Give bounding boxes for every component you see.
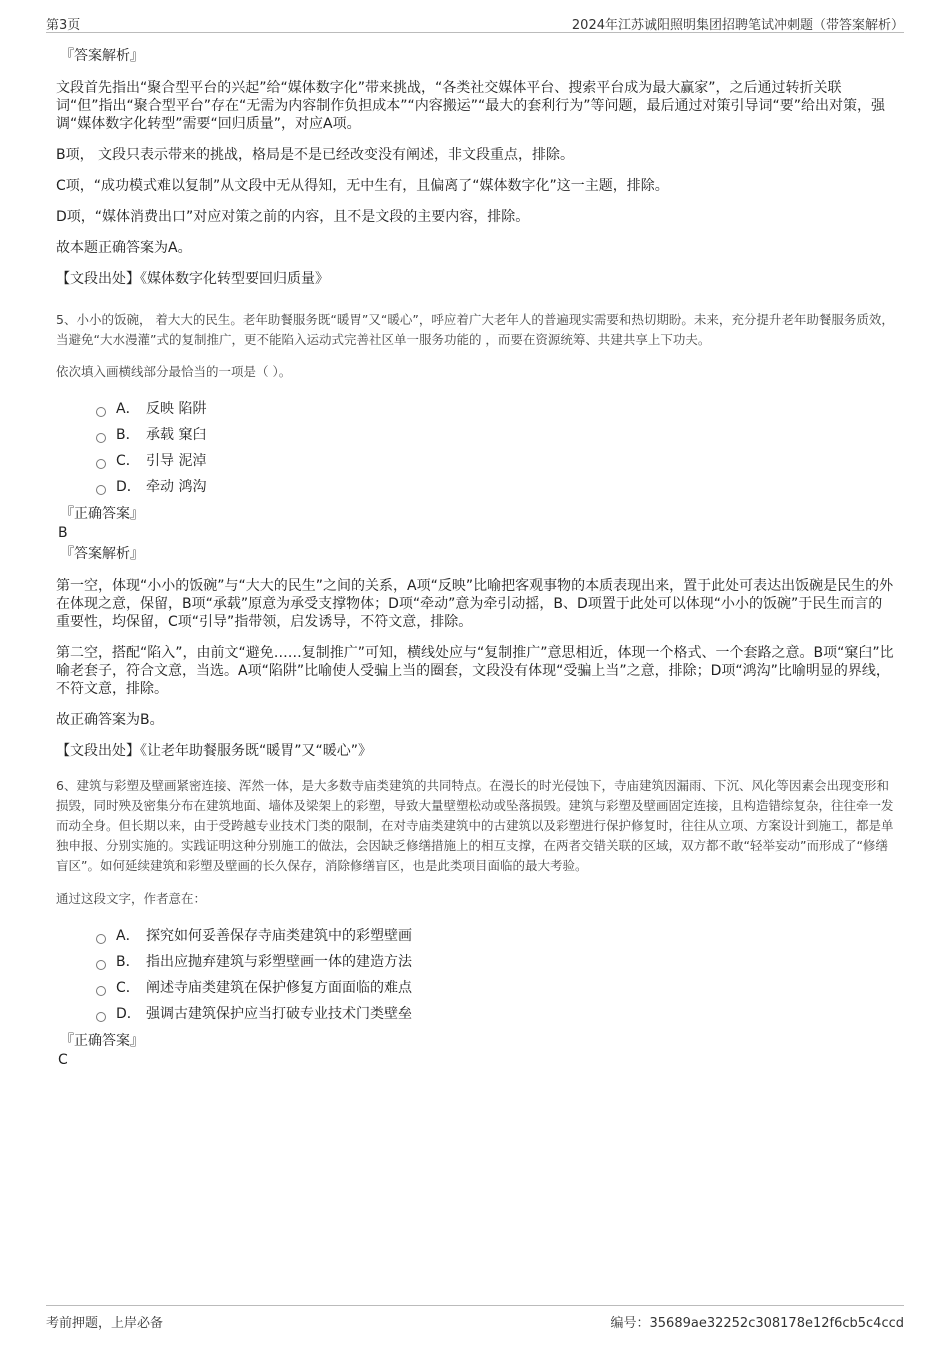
document-code: 编号：35689ae32252c308178e12f6cb5c4ccd xyxy=(610,1316,904,1331)
analysis-conclusion: 故本题正确答案为A。 xyxy=(56,240,192,256)
options-list xyxy=(56,396,896,500)
option-text: 承载 窠臼 xyxy=(146,427,207,443)
radio-icon[interactable] xyxy=(96,960,106,970)
option-text: 阐述寺庙类建筑在保护修复方面面临的难点 xyxy=(146,980,412,996)
radio-icon[interactable] xyxy=(96,485,106,495)
option-letter: B． xyxy=(116,427,140,443)
document-body xyxy=(56,44,896,1069)
option-b[interactable] xyxy=(96,422,896,448)
analysis-paragraph: B项， 文段只表示带来的挑战，格局是不是已经改变没有阐述，非文段重点，排除。 xyxy=(56,147,575,163)
options-list xyxy=(56,923,896,1027)
option-text: 引导 泥淖 xyxy=(146,453,207,469)
option-b[interactable] xyxy=(96,949,896,975)
analysis-paragraph: 第一空，体现“小小的饭碗”与“大大的民生”之间的关系，A项“反映”比喻把客观事物的本质表现出来，置于此处可表达出饭碗是民生的外在体现之意，保留，B项“承载”原意为承受支撑物体；D项“牵动”意为牵引动摇，B、D项置于此处可以体现“小小的饭碗”于民生而言的重要性，均保留，C项“引导”指带领，启发诱导，不符文意，排除。 xyxy=(56,578,894,630)
option-letter: C． xyxy=(116,453,140,469)
radio-icon[interactable] xyxy=(96,986,106,996)
analysis-label: 『答案解析』 xyxy=(60,546,144,562)
option-text: 反映 陷阱 xyxy=(146,401,207,417)
option-letter: D． xyxy=(116,1006,141,1022)
correct-answer: C xyxy=(58,1052,68,1068)
question-stem: 6、建筑与彩塑及壁画紧密连接、浑然一体，是大多数寺庙类建筑的共同特点。在漫长的时光侵蚀下，寺庙建筑因漏雨、下沉、风化等因素会出现变形和损毁，同时殃及密集分布在建筑地面、墙体及梁架上的彩塑，导致大量壁塑松动或坠落损毁。建筑与彩塑及壁画固定连接，且构造错综复杂，往往牵一发而动全身。但长期以来，由于受跨越专业技术门类的限制，在对寺庙类建筑中的古建筑以及彩塑进行保护修复时，往往从立项、方案设计到施工，都是单独申报、分别实施的。实践证明这种分别施工的做法，会因缺乏修缮措施上的相互支撑，在两者交错关联的区域，双方都不敢“轻举妄动”而形成了“修缮盲区”。如何延续建筑和彩塑及壁画的长久保存，消除修缮盲区，也是此类项目面临的最大考验。 xyxy=(56,778,894,873)
option-letter: C． xyxy=(116,980,140,996)
option-text: 牵动 鸿沟 xyxy=(146,479,207,495)
analysis-paragraph: 第二空，搭配“陷入”，由前文“避免……复制推广”可知，横线处应与“复制推广”意思相近，体现一个格式、一个套路之意。B项“窠臼”比喻老套子，符合文意，当选。A项“陷阱”比喻使人受骗上当的圈套，文段没有体现“受骗上当”之意，排除；D项“鸿沟”比喻明显的界线，不符文意，排除。 xyxy=(56,645,894,697)
analysis-paragraph: C项，“成功模式难以复制”从文段中无从得知，无中生有，且偏离了“媒体数字化”这一主题，排除。 xyxy=(56,178,669,194)
option-a[interactable] xyxy=(96,923,896,949)
page-header xyxy=(46,14,904,33)
option-text: 强调古建筑保护应当打破专业技术门类壁垒 xyxy=(146,1006,412,1022)
analysis-conclusion: 故正确答案为B。 xyxy=(56,712,164,728)
analysis-paragraph: D项，“媒体消费出口”对应对策之前的内容，且不是文段的主要内容，排除。 xyxy=(56,209,530,225)
option-letter: D． xyxy=(116,479,141,495)
question-stem: 5、小小的饭碗， 着大大的民生。老年助餐服务既“暖胃”又“暖心”，呼应着广大老年人的普遍现实需要和热切期盼。未来，充分提升老年助餐服务质效，当避免“大水漫灌”式的复制推广，更不能陷入运动式完善社区单一服务功能的 ，而要在资源统筹、共建共享上下功夫。 xyxy=(56,312,894,347)
option-letter: A． xyxy=(116,401,140,417)
source-citation: 【文段出处】《媒体数字化转型要回归质量》 xyxy=(56,271,329,287)
option-letter: A． xyxy=(116,928,140,944)
question-prompt: 依次填入画横线部分最恰当的一项是（ ）。 xyxy=(56,364,292,379)
option-text: 指出应抛弃建筑与彩塑壁画一体的建造方法 xyxy=(146,954,412,970)
option-d[interactable] xyxy=(96,1001,896,1027)
analysis-paragraph: 文段首先指出“聚合型平台的兴起”给“媒体数字化”带来挑战，“各类社交媒体平台、搜索平台成为最大赢家”，之后通过转折关联词“但”指出“聚合型平台”存在“无需为内容制作负担成本”“内容搬运”“最大的套利行为”等问题，最后通过对策引导词“要”给出对策，强调“媒体数字化转型”需要“回归质量”，对应A项。 xyxy=(56,80,886,132)
option-a[interactable] xyxy=(96,396,896,422)
option-text: 探究如何妥善保存寺庙类建筑中的彩塑壁画 xyxy=(146,928,412,944)
radio-icon[interactable] xyxy=(96,433,106,443)
radio-icon[interactable] xyxy=(96,934,106,944)
answer-label: 『正确答案』 xyxy=(60,1033,144,1049)
page-footer xyxy=(46,1305,904,1334)
source-citation: 【文段出处】《让老年助餐服务既“暖胃”又“暖心”》 xyxy=(56,743,373,759)
question-5 xyxy=(56,310,896,760)
option-c[interactable] xyxy=(96,448,896,474)
analysis-label: 『答案解析』 xyxy=(60,48,144,64)
footer-slogan: 考前押题，上岸必备 xyxy=(46,1316,164,1331)
radio-icon[interactable] xyxy=(96,407,106,417)
question-6 xyxy=(56,776,896,1069)
document-title: 2024年江苏诚阳照明集团招聘笔试冲刺题（带答案解析） xyxy=(571,18,904,33)
correct-answer: B xyxy=(58,525,68,541)
radio-icon[interactable] xyxy=(96,1012,106,1022)
radio-icon[interactable] xyxy=(96,459,106,469)
answer-label: 『正确答案』 xyxy=(60,506,144,522)
q4-analysis xyxy=(56,46,896,288)
option-letter: B． xyxy=(116,954,140,970)
option-c[interactable] xyxy=(96,975,896,1001)
question-prompt: 通过这段文字，作者意在： xyxy=(56,891,207,906)
option-d[interactable] xyxy=(96,474,896,500)
page-number: 第3页 xyxy=(46,18,81,33)
